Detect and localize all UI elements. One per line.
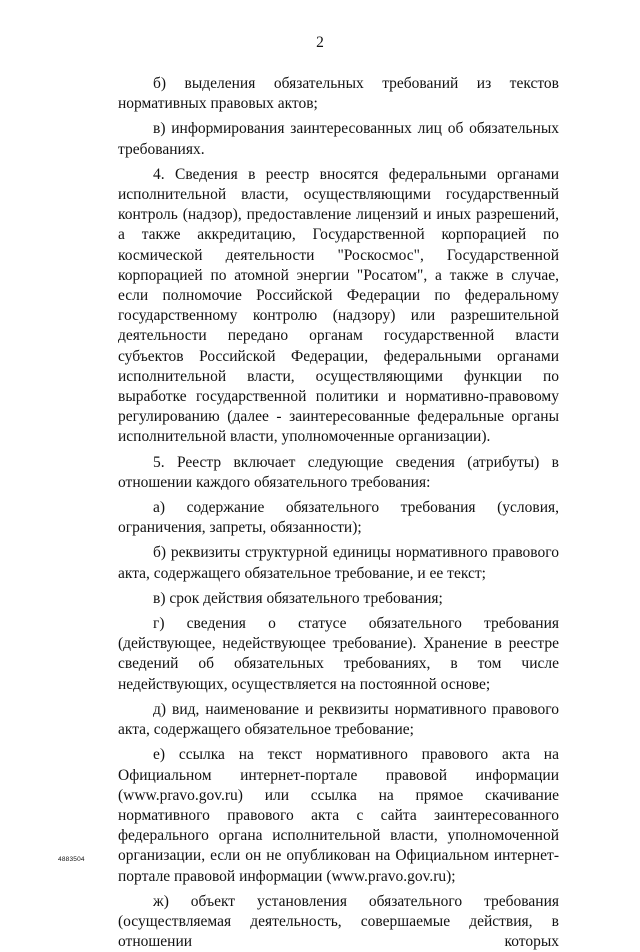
paragraph-5-registry-attributes: 5. Реестр включает следующие сведения (атрибуты) в отношении каждого обязательного требования:	[118, 453, 559, 491]
paragraph-d-act-type: д) вид, наименование и реквизиты нормативного правового акта, содержащего обязательное требование;	[118, 700, 559, 739]
paragraph-b-selection: б) выделения обязательных требований из текстов нормативных правовых актов;	[118, 75, 559, 113]
paragraph-a-content: а) содержание обязательного требования (условия, ограничения, запреты, обязанности);	[118, 499, 559, 537]
paragraph-g-status: г) сведения о статусе обязательного требования (действующее, недействующее требование). Хранение в реестре сведений об обязательных требованиях, в том числе недействующих, осуществляется на постоянной основе;	[118, 615, 559, 693]
paragraph-4-registry-entries: 4. Сведения в реестр вносятся федеральными органами исполнительной власти, осуществляющими государственный контроль (надзор), предоставление лицензий и иных разрешений, а также аккредитацию, Государственной корпорацией по космической деятельности "Роскосмос", Государственной корпорацией по атомной энергии "Росатом", а также в случае, если полномочие Российской Федерации по федеральному государственному контролю (надзору) или разрешительной деятельности передано органам государственной власти субъектов Российской Федерации, федеральными органами исполнительной власти, осуществляющими функции по выработке государственной политики и нормативно-правовому регулированию (далее - заинтересованные федеральные органы исполнительной власти, уполномоченные организации).	[118, 165, 559, 446]
document-code: 4883504	[58, 856, 85, 863]
paragraph-v-informing: в) информирования заинтересованных лиц об обязательных требованиях.	[118, 120, 559, 158]
document-body	[118, 74, 559, 952]
paragraph-e-link: е) ссылка на текст нормативного правового акта на Официальном интернет-портале правовой информации (www.pravo.gov.ru) или ссылка на прямое скачивание нормативного правового акта с сайта заинтересованного федерального органа исполнительной власти, уполномоченной организации, если он не опубликован на Официальном интернет-портале правовой информации (www.pravo.gov.ru);	[118, 746, 559, 885]
paragraph-zh-object: ж) объект установления обязательного требования (осуществляемая деятельность, совершаемые действия, в отношении которых	[118, 892, 559, 951]
page-number: 2	[316, 34, 324, 51]
paragraph-v-validity: в) срок действия обязательного требования;	[153, 589, 443, 607]
paragraph-b-requisites: б) реквизиты структурной единицы нормативного правового акта, содержащего обязательное требование, и ее текст;	[118, 544, 559, 582]
